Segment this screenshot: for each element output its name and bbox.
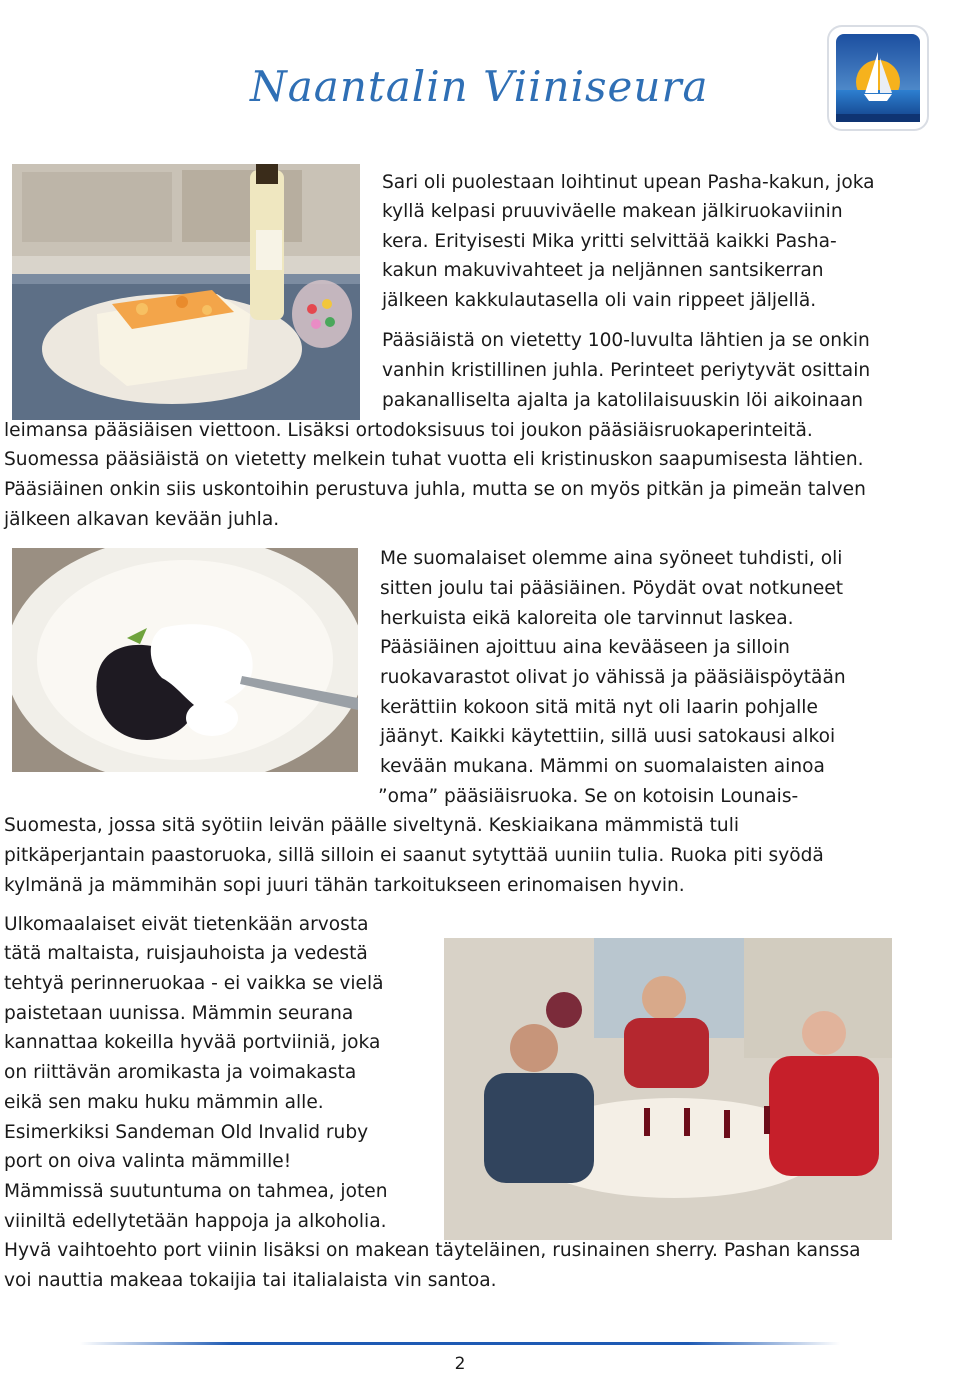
text-line: tätä maltaista, ruisjauhoista ja vedestä <box>4 943 368 964</box>
text-line: tehtyä perinneruokaa - ei vaikka se vielä <box>4 973 384 994</box>
text-line: Pääsiäinen ajoittuu aina kevääseen ja silloin <box>380 637 790 658</box>
text-line: Mämmissä suutuntuma on tahmea, joten <box>4 1181 388 1202</box>
sailboat-sun-logo-icon <box>826 24 930 132</box>
wine-tasting-group-photo-icon <box>444 938 892 1240</box>
text-line: port on oiva valinta mämmille! <box>4 1151 292 1172</box>
text-line: sitten joulu tai pääsiäinen. Pöydät ovat notkuneet <box>380 578 844 599</box>
text-line: Suomesta, jossa sitä syötiin leivän päälle siveltynä. Keskiaikana mämmistä tuli <box>4 815 740 836</box>
text-line: kakun makuvivahteet ja neljännen santsikerran <box>382 260 824 281</box>
text-line: vanhin kristillinen juhla. Perinteet periytyvät osittain <box>382 360 871 381</box>
text-line: pitkäperjantain paastoruoka, sillä silloin ei saanut sytyttää uuniin tulia. Ruoka piti syödä <box>4 845 824 866</box>
mammi-bowl-photo-icon <box>12 548 358 772</box>
text-line: jälkeen kakkulautasella oli vain rippeet jäljellä. <box>382 290 817 311</box>
text-line: jäänyt. Kaikki käytettiin, sillä uusi satokausi alkoi <box>380 726 836 747</box>
text-line: Hyvä vaihtoehto port viinin lisäksi on makean täyteläinen, rusinainen sherry. Pashan kanssa <box>4 1240 861 1261</box>
text-line: pakanalliselta ajalta ja katolilaisuuskin löi aikoinaan <box>382 390 864 411</box>
text-line: kera. Erityisesti Mika yritti selvittää kaikki Pasha- <box>382 231 837 252</box>
text-line: Esimerkiksi Sandeman Old Invalid ruby <box>4 1122 369 1143</box>
text-line: Ulkomaalaiset eivät tietenkään arvosta <box>4 914 369 935</box>
footer-divider <box>80 1342 840 1345</box>
text-line: kyllä kelpasi pruuviväelle makean jälkiruokaviinin <box>382 201 843 222</box>
text-line: viiniltä edellytetään happoja ja alkoholia. <box>4 1211 387 1232</box>
text-line: leimansa pääsiäisen viettoon. Lisäksi ortodoksisuus toi joukon pääsiäisruokaperinteitä. <box>4 420 813 441</box>
text-line: herkuista eikä kaloreita ole tarvinnut laskea. <box>380 608 794 629</box>
text-line: Sari oli puolestaan loihtinut upean Pasha-kakun, joka <box>382 172 875 193</box>
text-line: Me suomalaiset olemme aina syöneet tuhdisti, oli <box>380 548 843 569</box>
text-line: eikä sen maku huku mämmin alle. <box>4 1092 324 1113</box>
text-line: ”oma” pääsiäisruoka. Se on kotoisin Lounais- <box>378 786 799 807</box>
text-line: kannattaa kokeilla hyvää portviiniä, joka <box>4 1032 381 1053</box>
text-line: Suomessa pääsiäistä on vietetty melkein tuhat vuotta eli kristinuskon saapumisesta lähtien. <box>4 449 864 470</box>
text-line: kevään mukana. Mämmi on suomalaisten ainoa <box>380 756 825 777</box>
text-line: paistetaan uunissa. Mämmin seurana <box>4 1003 354 1024</box>
text-line: voi nauttia makeaa tokaijia tai italialaista vin santoa. <box>4 1270 497 1291</box>
text-line: kylmänä ja mämmihän sopi juuri tähän tarkoitukseen erinomaisen hyvin. <box>4 875 685 896</box>
text-line: ruokavarastot olivat jo vähissä ja pääsiäispöytään <box>380 667 846 688</box>
text-line: jälkeen alkavan kevään juhla. <box>4 509 280 530</box>
text-line: kerättiin kokoon sitä mitä nyt oli laarin pohjalle <box>380 697 818 718</box>
text-line: Pääsiäistä on vietetty 100-luvulta lähtien ja se onkin <box>382 330 870 351</box>
text-line: Pääsiäinen onkin siis uskontoihin perustuva juhla, mutta se on myös pitkän ja pimeän talven <box>4 479 866 500</box>
pasha-cake-photo-icon <box>12 164 360 420</box>
text-line: on riittävän aromikasta ja voimakasta <box>4 1062 357 1083</box>
page-number: 2 <box>454 1354 466 1374</box>
magazine-title: Naantalin Viiniseura <box>250 62 709 111</box>
